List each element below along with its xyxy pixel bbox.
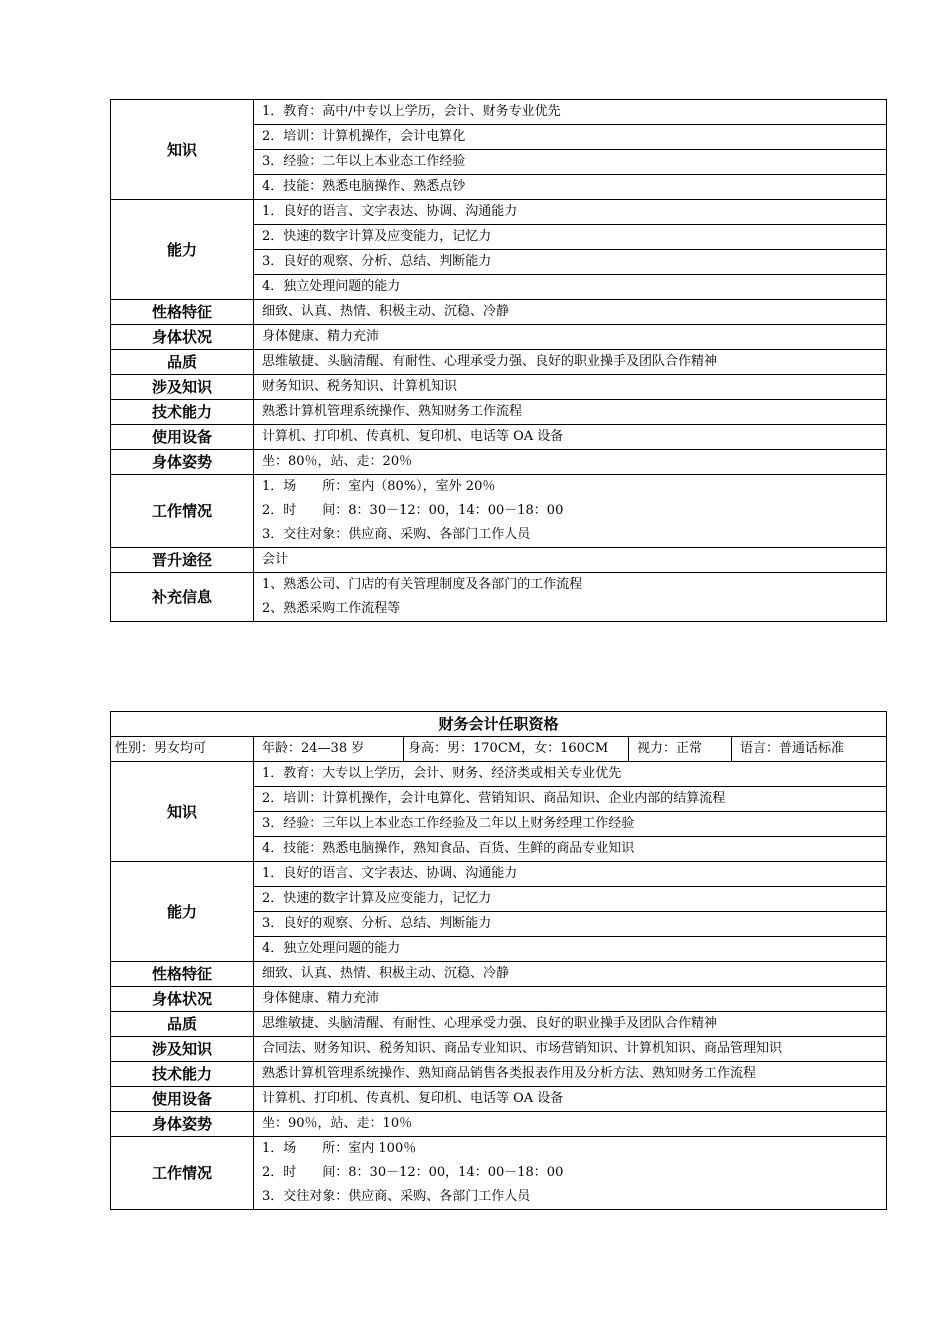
qualification-table-1 [110, 99, 887, 622]
supplement-item: 2、熟悉采购工作流程等 [254, 597, 887, 622]
physical-value: 身体健康、精力充沛 [254, 987, 887, 1012]
info-height: 身高：男：170CM，女：160CM [404, 737, 629, 762]
posture-value: 坐：80％，站、走：20％ [254, 450, 887, 475]
tech-ability-value: 熟悉计算机管理系统操作、熟知财务工作流程 [254, 400, 887, 425]
row-label-knowledge: 知识 [111, 762, 254, 862]
knowledge-item: 1．教育：大专以上学历，会计、财务、经济类或相关专业优先 [254, 762, 887, 787]
row-label-ability: 能力 [111, 200, 254, 300]
row-label-quality: 品质 [111, 1012, 254, 1037]
ability-item: 1．良好的语言、文字表达、协调、沟通能力 [254, 862, 887, 887]
work-item: 2．时 间：8：30－12：00，14：00－18：00 [254, 499, 887, 523]
physical-value: 身体健康、精力充沛 [254, 325, 887, 350]
info-vision: 视力：正常 [629, 737, 732, 762]
equipment-value: 计算机、打印机、传真机、复印机、电话等 OA 设备 [254, 425, 887, 450]
ability-item: 4．独立处理问题的能力 [254, 937, 887, 962]
row-label-physical: 身体状况 [111, 325, 254, 350]
supplement-item: 1、熟悉公司、门店的有关管理制度及各部门的工作流程 [254, 573, 887, 598]
related-knowledge-value: 合同法、财务知识、税务知识、商品专业知识、市场营销知识、计算机知识、商品管理知识 [254, 1037, 887, 1062]
info-language: 语言：普通话标准 [732, 737, 887, 762]
tech-ability-value: 熟悉计算机管理系统操作、熟知商品销售各类报表作用及分析方法、熟知财务工作流程 [254, 1062, 887, 1087]
row-label-related-knowledge: 涉及知识 [111, 375, 254, 400]
knowledge-item: 3．经验：三年以上本业态工作经验及二年以上财务经理工作经验 [254, 812, 887, 837]
row-label-personality: 性格特征 [111, 962, 254, 987]
work-item: 1．场 所：室内（80%），室外 20％ [254, 475, 887, 500]
row-label-equipment: 使用设备 [111, 1087, 254, 1112]
ability-item: 1．良好的语言、文字表达、协调、沟通能力 [254, 200, 887, 225]
equipment-value: 计算机、打印机、传真机、复印机、电话等 OA 设备 [254, 1087, 887, 1112]
row-label-personality: 性格特征 [111, 300, 254, 325]
ability-item: 2．快速的数字计算及应变能力，记忆力 [254, 887, 887, 912]
info-gender: 性别：男女均可 [111, 737, 254, 762]
row-label-tech-ability: 技术能力 [111, 400, 254, 425]
knowledge-item: 4．技能：熟悉电脑操作、熟悉点钞 [254, 175, 887, 200]
work-item: 3．交往对象：供应商、采购、各部门工作人员 [254, 1185, 887, 1210]
ability-item: 3．良好的观察、分析、总结、判断能力 [254, 912, 887, 937]
knowledge-item: 3．经验：二年以上本业态工作经验 [254, 150, 887, 175]
row-label-work: 工作情况 [111, 475, 254, 548]
row-label-equipment: 使用设备 [111, 425, 254, 450]
qualification-table-2 [110, 711, 887, 1210]
work-item: 3．交往对象：供应商、采购、各部门工作人员 [254, 523, 887, 548]
quality-value: 思维敏捷、头脑清醒、有耐性、心理承受力强、良好的职业操手及团队合作精神 [254, 350, 887, 375]
row-label-posture: 身体姿势 [111, 1112, 254, 1137]
row-label-physical: 身体状况 [111, 987, 254, 1012]
row-label-quality: 品质 [111, 350, 254, 375]
row-label-supplement: 补充信息 [111, 573, 254, 622]
promotion-value: 会计 [254, 548, 887, 573]
work-item: 1．场 所：室内 100％ [254, 1137, 887, 1162]
quality-value: 思维敏捷、头脑清醒、有耐性、心理承受力强、良好的职业操手及团队合作精神 [254, 1012, 887, 1037]
table-title: 财务会计任职资格 [111, 712, 887, 737]
row-label-work: 工作情况 [111, 1137, 254, 1210]
knowledge-item: 2．培训：计算机操作，会计电算化 [254, 125, 887, 150]
knowledge-item: 2．培训：计算机操作，会计电算化、营销知识、商品知识、企业内部的结算流程 [254, 787, 887, 812]
row-label-posture: 身体姿势 [111, 450, 254, 475]
row-label-ability: 能力 [111, 862, 254, 962]
row-label-knowledge: 知识 [111, 100, 254, 200]
related-knowledge-value: 财务知识、税务知识、计算机知识 [254, 375, 887, 400]
row-label-promotion: 晋升途径 [111, 548, 254, 573]
ability-item: 2．快速的数字计算及应变能力，记忆力 [254, 225, 887, 250]
row-label-related-knowledge: 涉及知识 [111, 1037, 254, 1062]
posture-value: 坐：90％，站、走：10％ [254, 1112, 887, 1137]
personality-value: 细致、认真、热情、积极主动、沉稳、冷静 [254, 300, 887, 325]
knowledge-item: 1．教育：高中/中专以上学历，会计、财务专业优先 [254, 100, 887, 125]
ability-item: 4．独立处理问题的能力 [254, 275, 887, 300]
row-label-tech-ability: 技术能力 [111, 1062, 254, 1087]
knowledge-item: 4．技能：熟悉电脑操作，熟知食品、百货、生鲜的商品专业知识 [254, 837, 887, 862]
work-item: 2．时 间：8：30－12：00，14：00－18：00 [254, 1161, 887, 1185]
info-age: 年龄：24—38 岁 [254, 737, 404, 762]
ability-item: 3．良好的观察、分析、总结、判断能力 [254, 250, 887, 275]
personality-value: 细致、认真、热情、积极主动、沉稳、冷静 [254, 962, 887, 987]
